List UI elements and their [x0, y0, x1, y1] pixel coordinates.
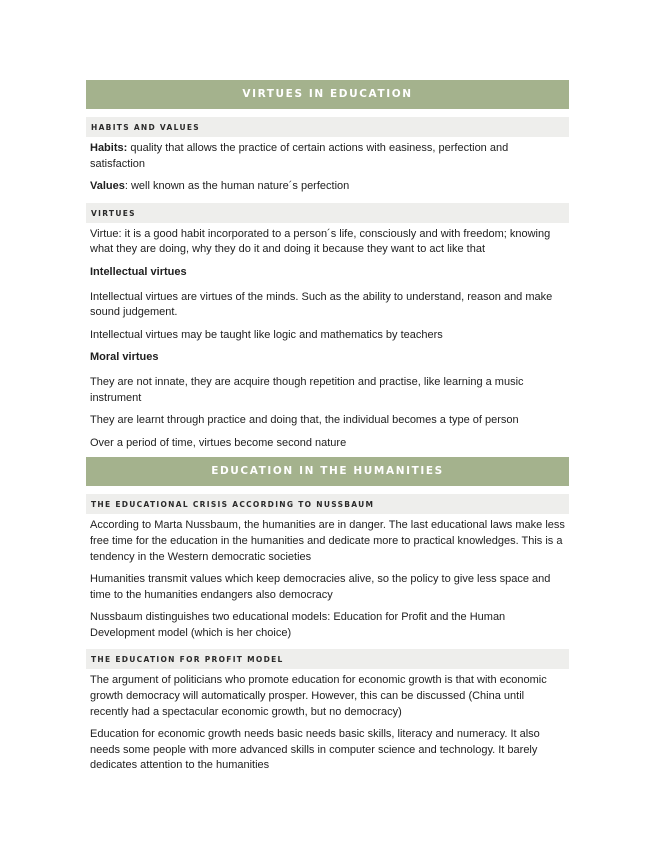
moral-virtues-paragraph-2: They are learnt through practice and doing that, the individual becomes a type of person	[90, 414, 519, 427]
profit-paragraph-1: The argument of politicians who promote education for economic growth is that with economic growth democracy will automatically prosper. However, this can be discussed (China until recently had a spectacular economic growth, but no democracy)	[90, 674, 547, 718]
habits-definition	[86, 141, 569, 172]
moral-virtues-paragraph-1: They are not innate, they are acquire though repetition and practise, like learning a music instrument	[90, 375, 524, 404]
intellectual-virtues-paragraph-1: Intellectual virtues are virtues of the minds. Such as the ability to understand, reason and make sound judgement.	[90, 290, 553, 319]
subheading-virtues: VIRTUES	[86, 203, 569, 223]
values-term: Values	[90, 180, 125, 193]
subheading-habits-values: HABITS AND VALUES	[86, 117, 569, 137]
crisis-paragraph-3: Nussbaum distinguishes two educational models: Education for Profit and the Human Development model (which is her choice)	[90, 611, 506, 639]
values-text: : well known as the human nature´s perfection	[124, 180, 350, 193]
subheading-educational-crisis: THE EDUCATIONAL CRISIS ACCORDING TO NUSSBAUM	[86, 494, 569, 514]
habits-term: Habits:	[90, 142, 128, 154]
subheading-education-for-profit: THE EDUCATION FOR PROFIT MODEL	[86, 649, 569, 669]
document-content	[86, 80, 569, 774]
moral-virtues-heading: Moral virtues	[90, 351, 159, 364]
profit-paragraph-2: Education for economic growth needs basic needs basic skills, literacy and numeracy. It also needs some people with more advanced skills in computer science and technology. It barely dedicates attention to the humanities	[90, 728, 540, 772]
habits-text: quality that allows the practice of certain actions with easiness, perfection and satisfaction	[90, 142, 509, 170]
intellectual-virtues-heading: Intellectual virtues	[90, 265, 187, 278]
moral-virtues-paragraph-3: Over a period of time, virtues become second nature	[90, 436, 347, 449]
values-definition	[86, 179, 569, 195]
section-banner-virtues: VIRTUES IN EDUCATION	[86, 80, 569, 109]
crisis-paragraph-1: According to Marta Nussbaum, the humanities are in danger. The last educational laws make less free time for the education in the humanities and dedicate more to practical knowledges. This is a tendency in the Western democratic societies	[90, 519, 565, 563]
section-banner-humanities: EDUCATION IN THE HUMANITIES	[86, 457, 569, 486]
virtue-definition: Virtue: it is a good habit incorporated to a person´s life, consciously and with freedom; knowing what they are doing, why they do it and doing it because they want to act like that	[90, 227, 551, 256]
crisis-paragraph-2: Humanities transmit values which keep democracies alive, so the policy to give less space and time to the humanities endangers also democracy	[90, 573, 551, 601]
intellectual-virtues-paragraph-2: Intellectual virtues may be taught like logic and mathematics by teachers	[90, 328, 443, 341]
